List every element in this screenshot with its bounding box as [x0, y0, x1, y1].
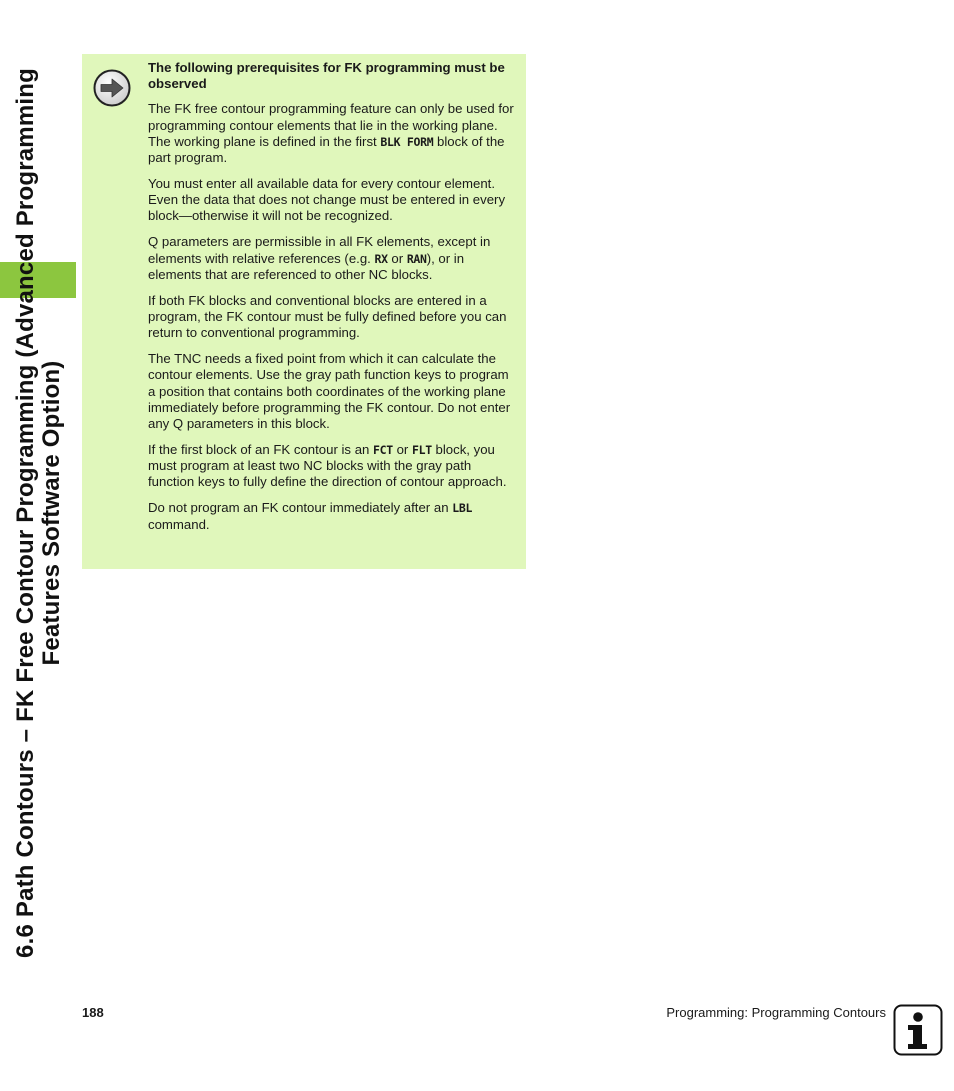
code-ran: RAN [406, 251, 427, 266]
code-flt: FLT [411, 443, 432, 458]
side-chapter-title [4, 48, 74, 978]
note-paragraph-3: Q parameters are permissible in all FK elements, except in elements with relative references (e.g. RX or RAN), or in elements that are referenced to other NC blocks. [148, 234, 491, 282]
note-heading: The following prerequisites for FK programming must be observed [148, 60, 505, 92]
side-title-line-1: 6.6 Path Contours – FK Free Contour Programming (Advanced Programming [12, 68, 39, 958]
code-rx: RX [374, 251, 388, 266]
note-paragraph-4: If both FK blocks and conventional blocks are entered in a program, the FK contour must be fully defined before you can return to conventional programming. [148, 292, 507, 341]
code-lbl: LBL [452, 501, 473, 516]
note-paragraph-1: The FK free contour programming feature can only be used for programming contour elements that lie in the working plane. The working plane is defined in the first BLK FORM block of the part program. [148, 101, 514, 166]
note-paragraph-7: Do not program an FK contour immediately after an LBL command. [148, 500, 473, 532]
side-title-line-2: Features Software Option) [38, 360, 65, 666]
code-fct: FCT [373, 443, 393, 458]
note-paragraph-6: If the first block of an FK contour is an FCT or FLT block, you must program at least two NC blocks with the gray path function keys to fully define the direction of contour approach. [148, 442, 507, 490]
info-icon [893, 1004, 943, 1056]
note-box [82, 54, 526, 569]
arrow-right-circle-icon [92, 68, 132, 108]
note-paragraph-2: You must enter all available data for every contour element. Even the data that does not change must be entered in every block—otherwise it will not be recognized. [148, 176, 506, 224]
code-blk-form: BLK FORM [380, 134, 434, 149]
page-number: 188 [82, 1005, 104, 1020]
note-content [148, 60, 518, 543]
note-paragraph-5: The TNC needs a fixed point from which it can calculate the contour elements. Use the gray path function keys to program a position that contains both coordinates of the working plane immediately before programming the FK contour. Do not enter any Q parameters in this block. [148, 351, 511, 432]
footer-section-title: Programming: Programming Contours [666, 1005, 886, 1020]
